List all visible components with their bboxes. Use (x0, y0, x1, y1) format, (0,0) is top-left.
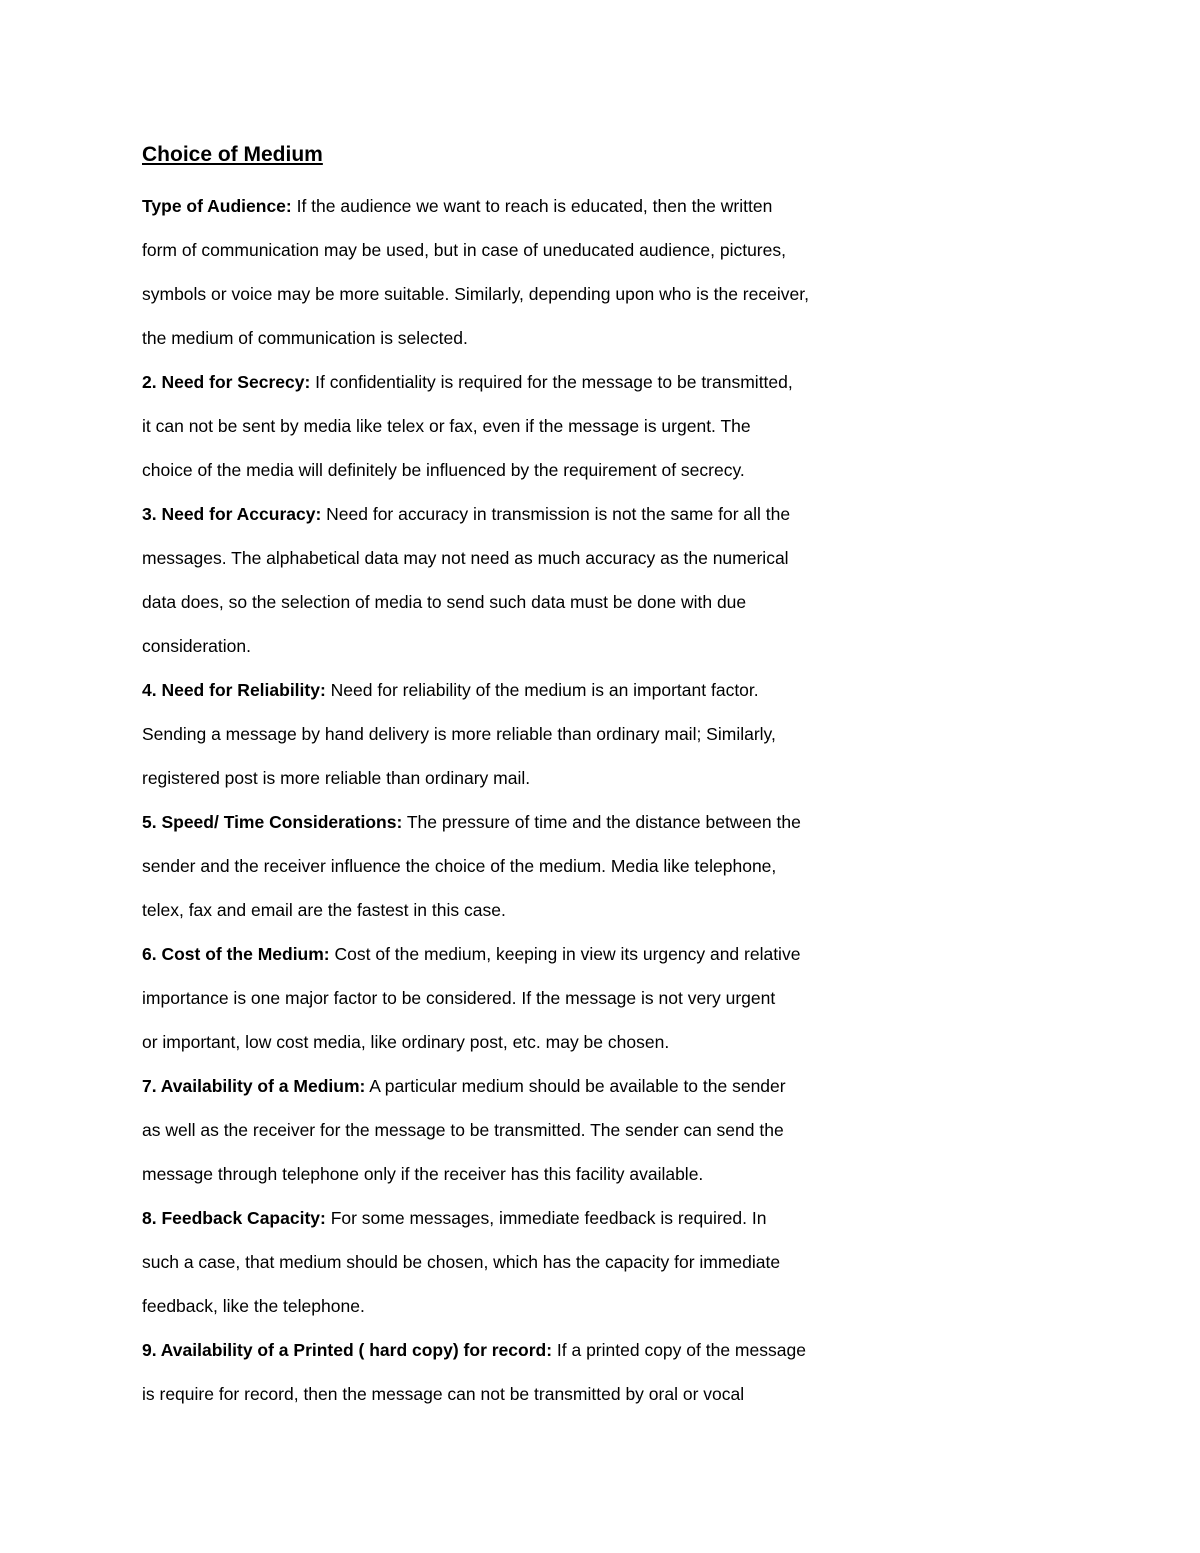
item-text: form of communication may be used, but in case of uneducated audience, pictures, (142, 240, 786, 260)
text-line (142, 316, 902, 360)
item-heading: 2. Need for Secrecy: (142, 372, 311, 392)
item-text: A particular medium should be available to the sender (365, 1076, 786, 1096)
item-text: symbols or voice may be more suitable. Similarly, depending upon who is the receiver, (142, 284, 809, 304)
text-line (142, 1152, 902, 1196)
item-text: the medium of communication is selected. (142, 328, 468, 348)
text-line (142, 1240, 902, 1284)
item-text: messages. The alphabetical data may not need as much accuracy as the numerical (142, 548, 789, 568)
item-heading: 6. Cost of the Medium: (142, 944, 330, 964)
text-line (142, 184, 902, 228)
text-line (142, 580, 902, 624)
text-line (142, 272, 902, 316)
item-text: Cost of the medium, keeping in view its urgency and relative (329, 944, 801, 964)
item-text: sender and the receiver influence the choice of the medium. Media like telephone, (142, 856, 777, 876)
text-line (142, 1020, 902, 1064)
item-heading: 8. Feedback Capacity: (142, 1208, 326, 1228)
item-text: If the audience we want to reach is educated, then the written (291, 196, 773, 216)
text-line (142, 1328, 902, 1372)
item-text: If confidentiality is required for the message to be transmitted, (310, 372, 793, 392)
item-text: Need for reliability of the medium is an important factor. (325, 680, 759, 700)
text-line (142, 668, 902, 712)
text-line (142, 448, 902, 492)
item-text: choice of the media will definitely be influenced by the requirement of secrecy. (142, 460, 745, 480)
text-line (142, 1284, 902, 1328)
item-text: Need for accuracy in transmission is not the same for all the (321, 504, 791, 524)
item-text: If a printed copy of the message (552, 1340, 806, 1360)
text-line (142, 624, 902, 668)
item-text: For some messages, immediate feedback is required. In (325, 1208, 767, 1228)
item-text: it can not be sent by media like telex or fax, even if the message is urgent. The (142, 416, 751, 436)
text-line (142, 844, 902, 888)
item-heading: Type of Audience: (142, 196, 292, 216)
text-line (142, 228, 902, 272)
text-line (142, 1196, 902, 1240)
item-text: or important, low cost media, like ordinary post, etc. may be chosen. (142, 1032, 670, 1052)
item-text: consideration. (142, 636, 251, 656)
item-text: Sending a message by hand delivery is more reliable than ordinary mail; Similarly, (142, 724, 776, 744)
item-text: importance is one major factor to be considered. If the message is not very urgent (142, 988, 776, 1008)
item-text: message through telephone only if the receiver has this facility available. (142, 1164, 704, 1184)
item-text: is require for record, then the message can not be transmitted by oral or vocal (142, 1384, 745, 1404)
text-line (142, 492, 902, 536)
item-text: registered post is more reliable than ordinary mail. (142, 768, 531, 788)
document-title: Choice of Medium (142, 143, 323, 166)
text-line (142, 888, 902, 932)
text-line (142, 800, 902, 844)
item-heading: 4. Need for Reliability: (142, 680, 326, 700)
item-text: such a case, that medium should be chosen, which has the capacity for immediate (142, 1252, 781, 1272)
item-text: as well as the receiver for the message to be transmitted. The sender can send the (142, 1120, 784, 1140)
text-line (142, 1108, 902, 1152)
text-line (142, 1372, 902, 1416)
text-line (142, 976, 902, 1020)
item-heading: 3. Need for Accuracy: (142, 504, 322, 524)
text-line (142, 404, 902, 448)
item-heading: 7. Availability of a Medium: (142, 1076, 366, 1096)
item-heading: 9. Availability of a Printed ( hard copy) for record: (142, 1340, 553, 1360)
item-heading: 5. Speed/ Time Considerations: (142, 812, 403, 832)
document-page (142, 140, 902, 1416)
item-text: feedback, like the telephone. (142, 1296, 365, 1316)
text-line (142, 1064, 902, 1108)
text-line (142, 712, 902, 756)
item-text: data does, so the selection of media to send such data must be done with due (142, 592, 747, 612)
item-text: The pressure of time and the distance between the (402, 812, 801, 832)
text-line (142, 360, 902, 404)
item-text: telex, fax and email are the fastest in this case. (142, 900, 506, 920)
text-line (142, 932, 902, 976)
text-line (142, 536, 902, 580)
text-line (142, 756, 902, 800)
